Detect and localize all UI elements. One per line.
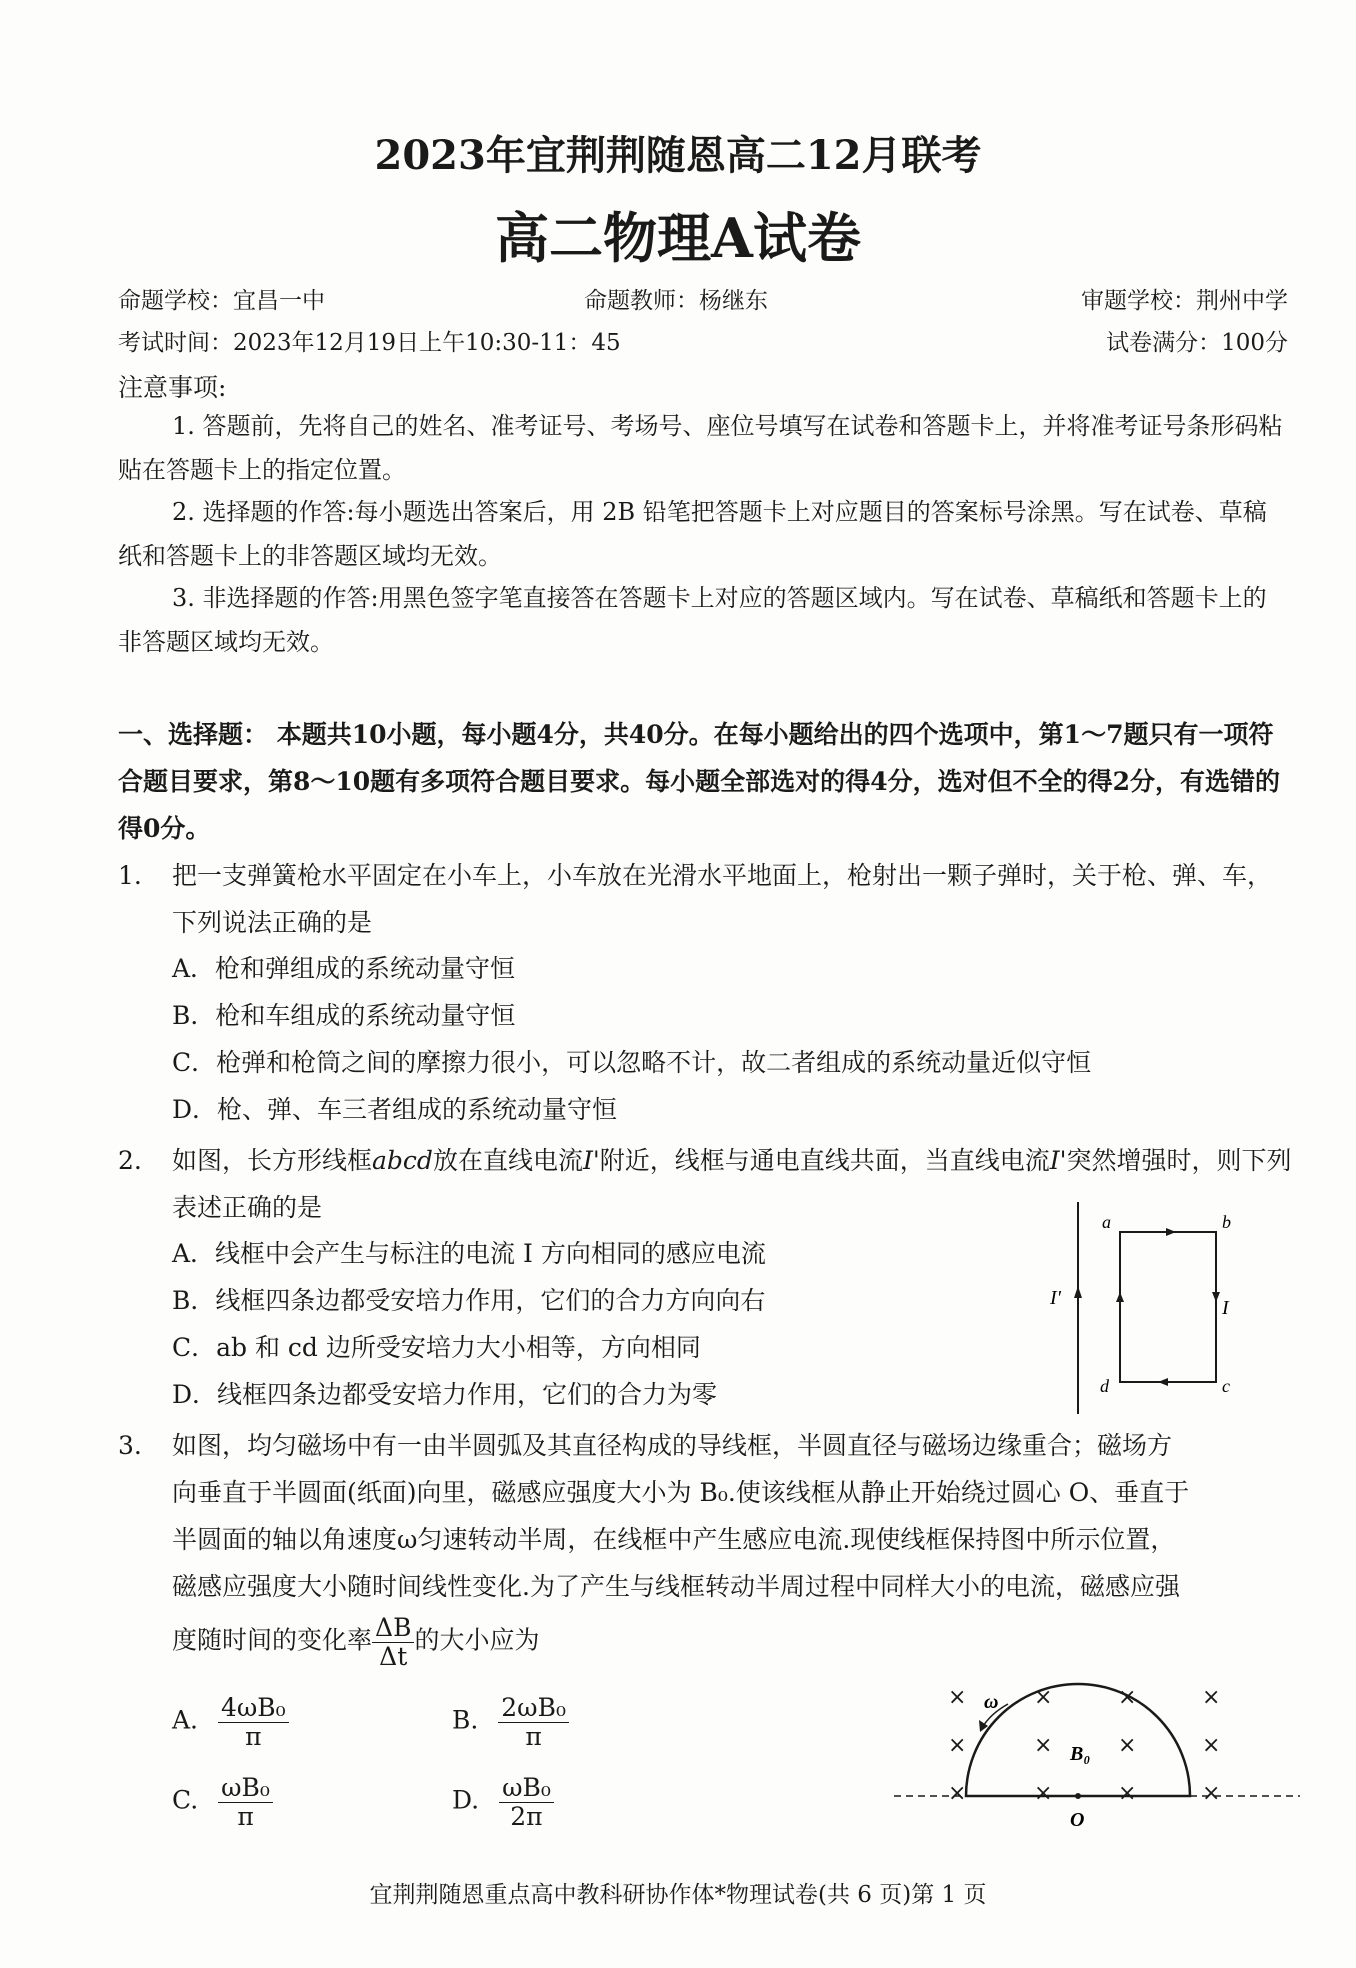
option-numerator: 2ωB₀ <box>498 1694 569 1723</box>
cross-icon: × <box>1034 1781 1053 1806</box>
arrow-left-icon <box>1158 1378 1168 1386</box>
label-O: O <box>1070 1809 1085 1831</box>
option-denominator: 2π <box>510 1801 543 1831</box>
cross-icon: × <box>1202 1685 1221 1710</box>
q2-stem-iprime: I' <box>1049 1146 1067 1175</box>
paper-title: 高二物理A试卷 <box>495 206 861 270</box>
notice-item-1: 1. 答题前，先将自己的姓名、准考证号、考场号、座位号填写在试卷和答题卡上，并将准考证号条形码粘贴在答题卡上的指定位置。 <box>118 412 1283 484</box>
q3-stem-line-2: 向垂直于半圆面(纸面)向里，磁感应强度大小为 B₀.使该线框从静止开始绕过圆心 O、垂直于 <box>172 1478 1190 1507</box>
q1-stem: 把一支弹簧枪水平固定在小车上，小车放在光滑水平地面上，枪射出一颗子弹时，关于枪、弹、车，下列说法正确的是 <box>172 861 1273 937</box>
label-I: I <box>1222 1297 1229 1319</box>
q3-stem-part: 的大小应为 <box>414 1625 540 1655</box>
cross-icon: × <box>1202 1733 1221 1758</box>
q3-option-d <box>452 1774 554 1830</box>
q3-number: 3. <box>118 1431 142 1460</box>
q1-option-b: B．枪和车组成的系统动量守恒 <box>172 1001 516 1030</box>
label-b: b <box>1222 1212 1231 1232</box>
q3-stem-line-4: 磁感应强度大小随时间线性变化.为了产生与线框转动半周过程中同样大小的电流，磁感应强 <box>172 1572 1180 1601</box>
q2-stem-part: 如图，长方形线框 <box>172 1146 373 1175</box>
option-fraction <box>498 1694 569 1750</box>
label-d: d <box>1100 1376 1109 1396</box>
rate-numerator: ΔB <box>372 1614 414 1643</box>
q3-stem-line-3: 半圆面的轴以角速度ω匀速转动半周，在线框中产生感应电流.现使线框保持图中所示位置， <box>172 1525 1176 1554</box>
label-c: c <box>1222 1376 1230 1396</box>
arrow-right-icon <box>1166 1228 1176 1236</box>
q3-figure <box>890 1660 1320 1840</box>
label-Iprime: I' <box>1050 1287 1061 1309</box>
cross-icon: × <box>1034 1733 1053 1758</box>
cross-icon: × <box>1118 1733 1137 1758</box>
q1-number: 1. <box>118 861 142 890</box>
q2-figure <box>1040 1198 1270 1418</box>
full-score: 试卷满分：100分 <box>1106 330 1288 356</box>
arrow-up-icon <box>1074 1286 1082 1298</box>
q1-option-a: A．枪和弹组成的系统动量守恒 <box>172 954 516 983</box>
notice-item-2: 2. 选择题的作答:每小题选出答案后，用 2B 铅笔把答题卡上对应题目的答案标号涂黑。写在试卷、草稿纸和答题卡上的非答题区域均无效。 <box>118 498 1267 570</box>
notice-heading: 注意事项: <box>118 373 227 402</box>
arrow-up-icon <box>1116 1292 1124 1302</box>
option-denominator: π <box>245 1721 262 1751</box>
option-label: C. <box>172 1785 199 1815</box>
cross-icon: × <box>948 1733 967 1758</box>
notice-item-3: 3. 非选择题的作答:用黑色签字笔直接答在答题卡上对应的答题区域内。写在试卷、草稿纸和答题卡上的非答题区域均无效。 <box>118 584 1267 656</box>
option-numerator: 4ωB₀ <box>218 1694 289 1723</box>
q3-option-a <box>172 1694 289 1750</box>
cross-icon: × <box>1034 1685 1053 1710</box>
section-heading: 一、选择题： 本题共10小题，每小题4分，共40分。在每小题给出的四个选项中，第1～7题只有一项符合题目要求，第8～10题有多项符合题目要求。每小题全部选对的得4分，选对但不全的得2分，有选错的得0分。 <box>118 720 1280 843</box>
q2-option-a: A．线框中会产生与标注的电流 I 方向相同的感应电流 <box>172 1239 766 1268</box>
label-B0: B₀ <box>1070 1743 1091 1765</box>
option-fraction <box>218 1774 273 1830</box>
arrow-down-icon <box>1212 1292 1220 1302</box>
rate-fraction <box>372 1614 414 1670</box>
option-numerator: ωB₀ <box>218 1774 273 1803</box>
cross-icon: × <box>1118 1685 1137 1710</box>
q2-stem-part: 放在直线电流 <box>432 1146 583 1175</box>
center-point <box>1075 1793 1081 1799</box>
option-fraction <box>218 1694 289 1750</box>
option-label: B. <box>452 1705 479 1735</box>
setter-school: 命题学校：宜昌一中 <box>118 288 325 314</box>
option-denominator: π <box>237 1801 254 1831</box>
option-label: A. <box>172 1705 199 1735</box>
exam-time: 考试时间：2023年12月19日上午10:30-11：45 <box>118 330 621 356</box>
q3-stem-part: 度随时间的变化率 <box>172 1625 373 1655</box>
exam-title: 2023年宜荆荆随恩高二12月联考 <box>374 132 982 179</box>
cross-icon: × <box>948 1781 967 1806</box>
q2-option-c: C．ab 和 cd 边所受安培力大小相等，方向相同 <box>172 1333 701 1362</box>
cross-icon: × <box>948 1685 967 1710</box>
q1-option-c: C．枪弹和枪筒之间的摩擦力很小，可以忽略不计，故二者组成的系统动量近似守恒 <box>172 1048 1092 1077</box>
q2-number: 2. <box>118 1146 142 1175</box>
option-fraction <box>499 1774 554 1830</box>
cross-icon: × <box>1202 1781 1221 1806</box>
rate-denominator: Δt <box>379 1641 408 1671</box>
option-numerator: ωB₀ <box>499 1774 554 1803</box>
q3-option-b <box>452 1694 569 1750</box>
q3-stem-line-1: 如图，均匀磁场中有一由半圆弧及其直径构成的导线框，半圆直径与磁场边缘重合；磁场方 <box>172 1431 1173 1460</box>
q2-option-b: B．线框四条边都受安培力作用，它们的合力方向向右 <box>172 1286 766 1315</box>
q3-option-c <box>172 1774 273 1830</box>
semicircle-frame <box>966 1684 1190 1796</box>
option-denominator: π <box>525 1721 542 1751</box>
setter-teacher: 命题教师：杨继东 <box>584 288 768 314</box>
q1-option-d: D．枪、弹、车三者组成的系统动量守恒 <box>172 1095 618 1124</box>
wire-frame <box>1120 1232 1216 1382</box>
q2-option-d: D．线框四条边都受安培力作用，它们的合力为零 <box>172 1380 718 1409</box>
label-omega: ω <box>984 1691 999 1713</box>
label-a: a <box>1102 1212 1111 1232</box>
q2-stem-part: 附近，线框与通电直线共面，当直线电流 <box>599 1146 1050 1175</box>
cross-icon: × <box>1118 1781 1137 1806</box>
q2-stem-abcd: abcd <box>372 1146 433 1175</box>
review-school: 审题学校：荆州中学 <box>1081 288 1288 314</box>
q2-stem-iprime: I' <box>582 1146 600 1175</box>
q2-stem-part: 突然增强时，则下列表述正确的是 <box>172 1146 1292 1222</box>
page-footer: 宜荆荆随恩重点高中教科研协作体*物理试卷(共 6 页)第 1 页 <box>369 1882 987 1908</box>
option-label: D. <box>452 1785 480 1815</box>
